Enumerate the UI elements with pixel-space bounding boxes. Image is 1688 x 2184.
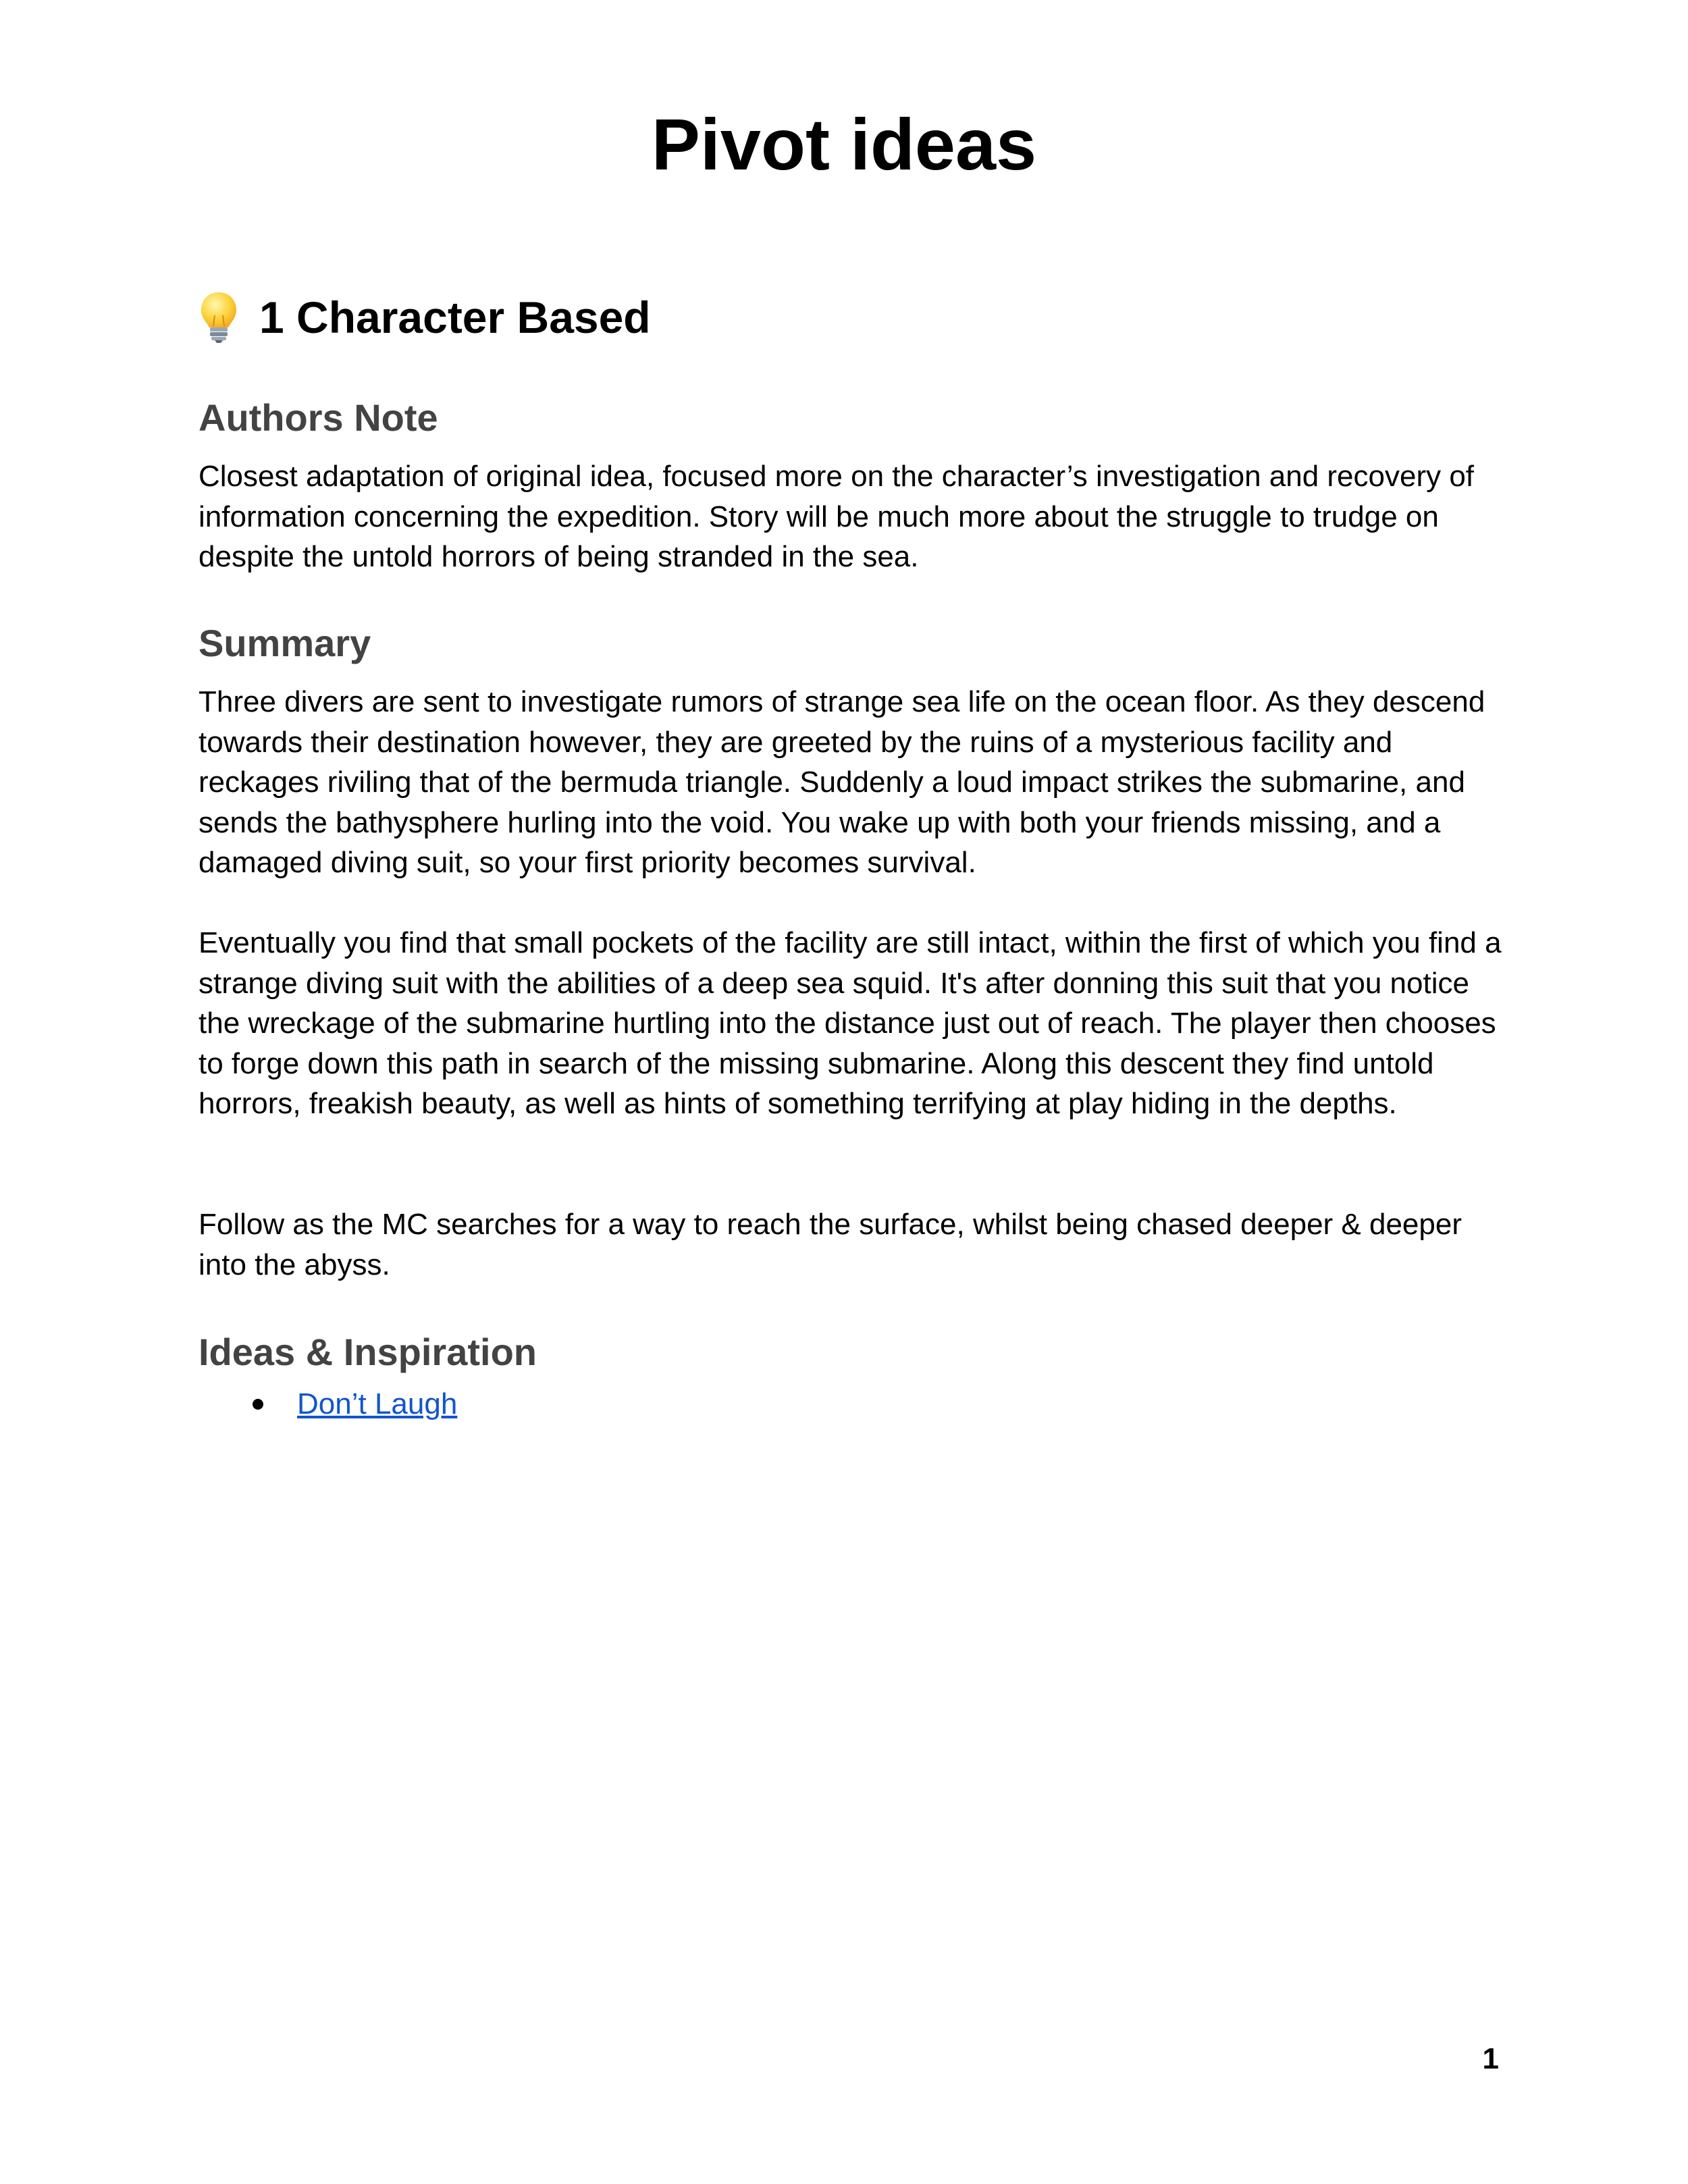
- lightbulb-icon: [199, 291, 239, 344]
- section-heading: [199, 289, 651, 346]
- summary-paragraph: Three divers are sent to investigate rumors of strange sea life on the ocean floor. As they descend towards their destination however, they are greeted by the ruins of a mysterious facility and reckages riviling that of the bermuda triangle. Suddenly a loud impact strikes the submarine, and sends the bathysphere hurling into the void. You wake up with both your friends missing, and a damaged diving suit, so your first priority becomes survival.: [199, 685, 1485, 879]
- list-item: [199, 1384, 457, 1424]
- summary-heading: Summary: [199, 622, 371, 664]
- authors-note-text: Closest adaptation of original idea, focused more on the character’s investigation and recovery of information concerning the expedition. Story will be much more about the struggle to trudge on despite the untold horrors of being stranded in the sea.: [199, 460, 1475, 573]
- ideas-heading: Ideas & Inspiration: [199, 1331, 537, 1373]
- ideas-list: [199, 1384, 457, 1424]
- summary-paragraph: Follow as the MC searches for a way to reach the surface, whilst being chased deeper & deeper into the abyss.: [199, 1208, 1462, 1281]
- dont-laugh-link[interactable]: Don’t Laugh: [297, 1387, 458, 1420]
- summary-paragraph: Eventually you find that small pockets of the facility are still intact, within the first of which you find a strange diving suit with the abilities of a deep sea squid. It's after donning this suit that you notice the wreckage of the submarine hurtling into the distance just out of reach. The player then chooses to forge down this path in search of the missing submarine. Along this descent they find untold horrors, freakish beauty, as well as hints of something terrifying at play hiding in the depths.: [199, 926, 1502, 1120]
- page-number: 1: [1482, 2042, 1499, 2075]
- bullet-icon: [253, 1399, 263, 1410]
- section-heading-text: 1 Character Based: [259, 292, 651, 342]
- page-title: Pivot ideas: [651, 103, 1037, 185]
- authors-note-heading: Authors Note: [199, 396, 438, 439]
